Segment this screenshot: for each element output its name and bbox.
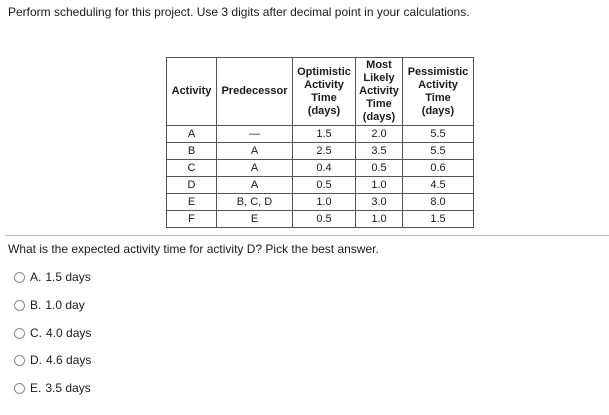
cell-pessimistic: 1.5 [403, 211, 474, 228]
radio-button[interactable] [14, 328, 25, 339]
cell-predecessor: A [217, 177, 293, 194]
cell-most-likely: 0.5 [356, 160, 403, 177]
header-most-likely-line: Most [366, 59, 392, 71]
instruction-text: Perform scheduling for this project. Use 3 digits after decimal point in your calculations. [8, 5, 470, 19]
cell-predecessor: E [217, 211, 293, 228]
cell-pessimistic: 0.6 [403, 160, 474, 177]
cell-activity: B [167, 143, 217, 160]
option-letter: A. [30, 270, 42, 284]
cell-pessimistic: 8.0 [403, 194, 474, 211]
cell-most-likely: 1.0 [356, 177, 403, 194]
cell-pessimistic: 5.5 [403, 143, 474, 160]
header-pessimistic-line: Pessimistic [407, 65, 469, 78]
answer-option-d[interactable] [14, 353, 91, 367]
answer-option-e[interactable] [14, 381, 91, 395]
option-letter: B. [30, 298, 42, 312]
cell-activity: C [167, 160, 217, 177]
header-most-likely-line: Time [366, 98, 392, 110]
table-row [167, 194, 474, 211]
header-most-likely-line: Activity [359, 85, 399, 97]
cell-most-likely: 1.0 [356, 211, 403, 228]
cell-optimistic: 1.5 [293, 126, 356, 143]
option-letter: D. [30, 353, 42, 367]
option-text: 1.5 days [45, 270, 91, 284]
header-optimistic [293, 58, 356, 126]
cell-pessimistic: 4.5 [403, 177, 474, 194]
cell-predecessor: A [217, 160, 293, 177]
header-optimistic-line: (days) [307, 104, 341, 117]
table-row [167, 160, 474, 177]
cell-activity: A [167, 126, 217, 143]
header-most-likely-line: (days) [362, 111, 396, 123]
table-row [167, 143, 474, 160]
header-predecessor: Predecessor [217, 58, 293, 126]
radio-button[interactable] [14, 383, 25, 394]
header-activity: Activity [167, 58, 217, 126]
radio-button[interactable] [14, 272, 25, 283]
cell-most-likely: 3.5 [356, 143, 403, 160]
option-text: 4.6 days [46, 353, 92, 367]
activity-time-table [166, 57, 474, 228]
cell-optimistic: 0.4 [293, 160, 356, 177]
cell-activity: E [167, 194, 217, 211]
section-divider [5, 235, 609, 236]
cell-pessimistic: 5.5 [403, 126, 474, 143]
radio-button[interactable] [14, 300, 25, 311]
cell-activity: F [167, 211, 217, 228]
cell-predecessor: B, C, D [217, 194, 293, 211]
option-letter: E. [30, 381, 42, 395]
header-pessimistic [403, 58, 474, 126]
option-text: 3.5 days [45, 381, 91, 395]
header-most-likely-line: Likely [363, 72, 395, 84]
cell-optimistic: 0.5 [293, 211, 356, 228]
cell-predecessor: — [217, 126, 293, 143]
cell-optimistic: 0.5 [293, 177, 356, 194]
header-pessimistic-line: (days) [421, 104, 455, 117]
table-row [167, 126, 474, 143]
table-row [167, 177, 474, 194]
answer-option-c[interactable] [14, 326, 91, 340]
cell-optimistic: 1.0 [293, 194, 356, 211]
table-header-row [167, 58, 474, 126]
cell-activity: D [167, 177, 217, 194]
answer-option-b[interactable] [14, 298, 85, 312]
header-optimistic-line: Optimistic [297, 65, 351, 78]
header-pessimistic-line: Time [425, 91, 451, 104]
cell-predecessor: A [217, 143, 293, 160]
cell-most-likely: 2.0 [356, 126, 403, 143]
option-text: 1.0 day [45, 298, 85, 312]
header-optimistic-line: Time [311, 91, 337, 104]
answer-option-a[interactable] [14, 270, 91, 284]
table-row [167, 211, 474, 228]
header-optimistic-line: Activity [304, 78, 344, 91]
radio-button[interactable] [14, 355, 25, 366]
header-most-likely [356, 58, 403, 126]
option-text: 4.0 days [46, 326, 92, 340]
cell-most-likely: 3.0 [356, 194, 403, 211]
header-pessimistic-line: Activity [418, 78, 458, 91]
cell-optimistic: 2.5 [293, 143, 356, 160]
option-letter: C. [30, 326, 42, 340]
question-text: What is the expected activity time for activity D? Pick the best answer. [8, 242, 379, 256]
